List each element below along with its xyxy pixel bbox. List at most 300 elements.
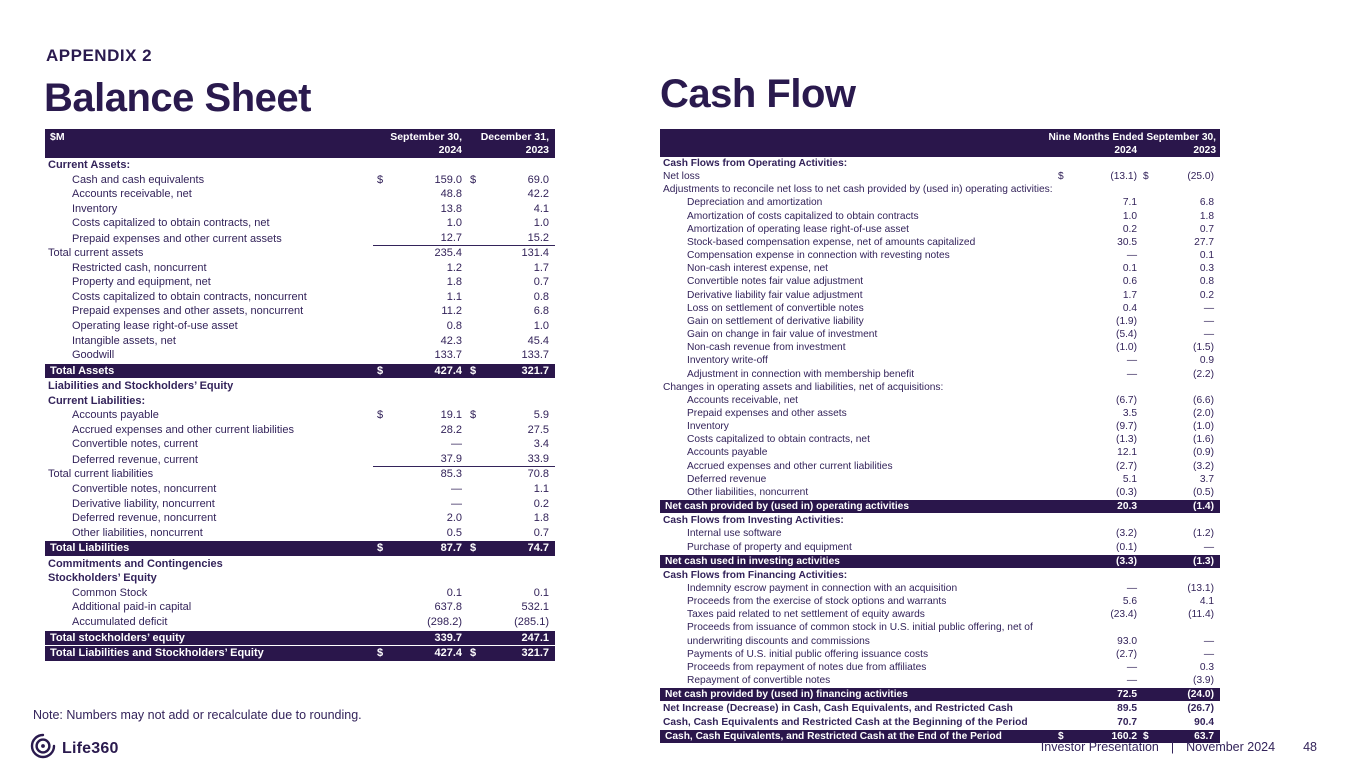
row-value: 12.1 [1117,447,1137,459]
row-value: 0.6 [1122,276,1137,288]
row-value: 27.5 [527,423,549,436]
table-row [45,348,555,363]
row-label: Derivative liability fair value adjustment [687,289,863,301]
total-row [660,688,1220,701]
row-value: 6.8 [533,305,549,318]
row-value: 93.0 [1117,635,1137,647]
total-row [45,541,555,556]
row-value: (298.2) [427,615,462,628]
row-label: Net cash provided by (used in) operating activities [665,501,909,513]
row-value: — [1126,675,1137,687]
row-value: 1.0 [533,217,549,230]
presentation-label: Investor Presentation [1040,740,1159,754]
table-row [660,527,1220,540]
table-row [660,661,1220,674]
total-row [660,555,1220,568]
row-value: 0.9 [1199,355,1214,367]
row-label: Amortization of operating lease right-of-use asset [687,223,909,235]
row-value: 42.3 [440,334,462,347]
row-label: Commitments and Contingencies [48,557,223,570]
row-label: Convertible notes, noncurrent [72,483,217,496]
balance-sheet-table [45,129,555,662]
row-value: 1.7 [533,261,549,274]
brand-name: Life360 [62,739,119,757]
table-row [660,210,1220,223]
table-row [45,437,555,452]
total-row [45,631,555,646]
row-value: 247.1 [521,631,549,644]
table-row [660,381,1220,394]
table-row [45,571,555,586]
row-value: 321.7 [521,647,549,660]
row-label: Deferred revenue, current [72,453,198,466]
row-value: — [451,483,462,496]
table-row [660,341,1220,354]
row-label: Gain on change in fair value of investment [687,329,878,341]
row-value: (23.4) [1110,609,1137,621]
row-value: (2.7) [1116,648,1137,660]
appendix-label: APPENDIX 2 [46,46,153,65]
column-header-line: 2024 [438,144,462,156]
row-value: 1.7 [1122,289,1137,301]
row-label: Net cash provided by (used in) financing activities [665,689,908,701]
row-value: 131.4 [521,247,549,260]
table-row [45,216,555,231]
row-label: Loss on settlement of convertible notes [687,302,864,314]
table-row [660,460,1220,473]
row-value: — [1126,583,1137,594]
dollar-sign: $ [1058,730,1064,742]
cash-flow-header [660,129,1220,157]
row-value: 637.8 [434,601,462,614]
row-label: Proceeds from repayment of notes due from affiliates [687,661,927,673]
row-value: 12.7 [389,231,462,247]
table-row [45,261,555,276]
row-value: (3.2) [1193,460,1214,472]
row-value: — [1126,355,1137,367]
row-value: (285.1) [514,615,549,628]
table-row [45,467,555,482]
total-row [45,364,555,379]
row-value: 0.5 [446,526,462,539]
column-header-2024 [373,131,462,157]
row-label: Stockholders’ Equity [48,572,157,585]
row-value: (1.0) [1116,342,1137,354]
table-row [660,328,1220,341]
row-value: — [1126,661,1137,673]
table-row [45,173,555,188]
row-label: Total current liabilities [48,468,154,481]
dollar-sign: $ [470,364,477,377]
presentation-date: November 2024 [1186,740,1276,754]
balance-sheet-title: Balance Sheet [44,76,311,120]
row-value: 427.4 [434,647,462,660]
row-value: 235.4 [434,247,462,260]
row-value: 4.1 [533,202,549,215]
table-row [660,674,1220,687]
row-label: Total Assets [50,364,115,377]
row-value: 0.3 [1199,661,1214,673]
row-label: Accounts payable [72,409,159,422]
row-label: Non-cash interest expense, net [687,263,829,275]
table-row [660,196,1220,209]
row-value: 133.7 [521,349,549,362]
row-value: 45.4 [527,334,549,347]
row-label: Property and equipment, net [72,276,211,289]
column-header-2024: 2024 [1114,145,1137,156]
row-value: — [1203,541,1214,553]
row-value: (0.5) [1193,486,1214,498]
row-value: 42.2 [527,188,549,201]
table-row [45,202,555,217]
row-value: (1.4) [1193,501,1214,513]
row-value: (3.9) [1193,675,1214,687]
dollar-sign: $ [377,409,384,422]
row-value: 0.7 [533,276,549,289]
column-header-line: September 30, [390,131,462,143]
row-label: Adjustment in connection with membership benefit [687,368,915,380]
row-label: Total stockholders’ equity [50,631,185,644]
dollar-sign [462,466,486,467]
row-label: Net loss [663,171,700,183]
row-label: Operating lease right-of-use asset [72,320,238,333]
table-row [45,231,555,247]
table-row [660,514,1220,527]
row-value: (26.7) [1187,703,1214,715]
row-value: 0.3 [1199,263,1214,275]
row-value: (2.7) [1116,460,1137,472]
row-label: Proceeds from the exercise of stock options and warrants [687,596,947,608]
row-value: (6.6) [1193,394,1214,406]
table-row [45,511,555,526]
row-label: Internal use software [687,528,782,540]
life360-logo [30,733,119,764]
row-label: Net cash used in investing activities [665,555,840,567]
row-value: 85.3 [440,468,462,481]
row-label: Convertible notes fair value adjustment [687,276,864,288]
dollar-sign [373,466,389,467]
table-row [660,236,1220,249]
row-label: Inventory [687,421,729,433]
row-value: 0.8 [533,290,549,303]
table-row [660,486,1220,499]
total-row [45,646,555,661]
row-value: 321.7 [521,364,549,377]
row-value: 6.8 [1199,197,1214,209]
row-value: 13.8 [440,202,462,215]
row-label: Accrued expenses and other current liabilities [687,460,893,472]
row-value: 1.2 [446,261,462,274]
row-label: Total Liabilities and Stockholders’ Equity [50,647,264,660]
dollar-sign: $ [377,364,384,377]
row-value: (0.1) [1116,541,1137,553]
footer-separator: | [1170,740,1175,754]
row-value: 0.7 [533,526,549,539]
row-value: 5.6 [1122,596,1137,608]
row-value: 69.0 [527,173,549,186]
row-label: Indemnity escrow payment in connection with an acquisition [687,583,958,594]
row-label: Current Liabilities: [48,394,146,407]
table-row [660,275,1220,288]
row-value: (3.2) [1116,528,1137,540]
row-value: (24.0) [1187,689,1214,701]
life360-logo-icon [30,733,56,764]
row-value: (1.9) [1116,315,1137,327]
row-value: 1.8 [446,276,462,289]
row-value: (3.3) [1116,555,1137,567]
row-value: 48.8 [440,188,462,201]
row-label: Prepaid expenses and other assets [687,407,847,419]
table-row [660,262,1220,275]
row-value: 37.9 [389,452,462,468]
row-value: 532.1 [521,601,549,614]
row-value: 70.8 [527,468,549,481]
footer [1041,740,1317,754]
row-value: 0.7 [1199,223,1214,235]
row-value: — [451,497,462,510]
row-value: 427.4 [434,364,462,377]
row-label: Non-cash revenue from investment [687,342,846,354]
row-value: 0.8 [1199,276,1214,288]
row-label: Taxes paid related to net settlement of equity awards [687,609,925,621]
row-value: 90.4 [1194,716,1214,728]
row-value: 0.2 [533,497,549,510]
table-row [660,354,1220,367]
column-headers [660,144,1220,157]
row-value: 28.2 [440,423,462,436]
table-row [660,249,1220,262]
row-label: Derivative liability, noncurrent [72,497,215,510]
column-header-2023: 2023 [1193,145,1216,156]
dollar-sign: $ [377,542,384,555]
row-value: 89.5 [1117,703,1137,715]
row-value: 15.2 [486,231,555,247]
row-label: Accumulated deficit [72,615,168,628]
table-row [660,302,1220,315]
row-value: — [1203,302,1214,314]
table-row [45,158,555,173]
row-label: Other liabilities, noncurrent [72,526,203,539]
row-label: Compensation expense in connection with revesting notes [687,250,950,262]
cash-flow-rows [660,157,1220,743]
table-row [660,157,1220,170]
row-label: Total current assets [48,247,144,260]
row-label: Accounts receivable, net [72,188,192,201]
row-value: (1.3) [1193,555,1214,567]
row-value: 30.5 [1117,236,1137,248]
row-value: 1.0 [533,320,549,333]
table-row [45,394,555,409]
table-row [660,541,1220,554]
column-header-line: December 31, [480,131,549,143]
cash-flow-title: Cash Flow [660,72,856,116]
row-value: 11.2 [441,305,462,318]
row-value: 5.9 [533,409,549,422]
row-value: (1.3) [1116,434,1137,446]
row-label: Cash Flows from Investing Activities: [663,515,844,527]
row-label: Costs capitalized to obtain contracts, net [72,217,270,230]
row-label: Adjustments to reconcile net loss to net cash provided by (used in) operating activities: [663,184,1053,196]
row-value: 1.0 [1122,210,1137,222]
dollar-sign: $ [470,647,477,660]
row-value: 0.1 [533,586,549,599]
row-value: (0.9) [1193,447,1214,459]
row-value: 4.1 [1199,596,1214,608]
row-value: 0.2 [1122,223,1137,235]
table-row [660,446,1220,459]
row-value: 20.3 [1117,501,1137,513]
row-value: (1.6) [1193,434,1214,446]
row-label: Proceeds from issuance of common stock in U.S. initial public offering, net of underwriting discounts and commissions [687,622,1033,647]
table-row [45,319,555,334]
row-value: 2.0 [446,512,462,525]
dollar-sign: $ [470,542,477,555]
row-label: Changes in operating assets and liabilities, net of acquisitions: [663,381,944,393]
row-value: 1.0 [446,217,462,230]
row-value: 0.8 [446,320,462,333]
row-value: (25.0) [1187,171,1214,183]
row-value: 1.8 [533,512,549,525]
dollar-sign: $ [377,647,384,660]
row-value: 133.7 [434,349,462,362]
row-value: — [1126,368,1137,380]
row-label: Liabilities and Stockholders’ Equity [48,380,234,393]
row-value: 70.7 [1117,716,1137,728]
row-value: 159.0 [434,173,462,186]
row-value: — [1126,250,1137,262]
row-label: Amortization of costs capitalized to obtain contracts [687,210,919,222]
table-row [660,289,1220,302]
row-value: 1.8 [1199,210,1214,222]
row-label: Gain on settlement of derivative liability [687,315,864,327]
table-row [660,394,1220,407]
table-row [45,290,555,305]
row-value: 1.1 [533,483,549,496]
row-value: 5.1 [1122,473,1137,485]
row-value: — [1203,648,1214,660]
row-label: Goodwill [72,349,115,362]
column-header-line: 2023 [525,144,549,156]
dollar-sign: $ [1143,730,1149,742]
row-label: Accounts payable [687,447,768,459]
row-label: Current Assets: [48,159,131,171]
table-row [45,600,555,615]
row-value: 87.7 [440,542,462,555]
table-row [45,452,555,468]
table-row [45,246,555,261]
table-row [660,582,1220,595]
row-label: Cash, Cash Equivalents and Restricted Cash at the Beginning of the Period [663,716,1028,728]
table-row [660,569,1220,582]
table-row [45,408,555,423]
table-row [660,608,1220,621]
row-label: Cash Flows from Financing Activities: [663,569,848,581]
row-value: 0.1 [1199,250,1214,262]
row-value: (13.1) [1187,583,1214,594]
dollar-sign [462,245,486,246]
row-label: Inventory write-off [687,355,768,367]
table-row [45,275,555,290]
table-row [45,304,555,319]
row-label: Deferred revenue [687,473,767,485]
row-label: Other liabilities, noncurrent [687,486,809,498]
dollar-sign: $ [1143,171,1149,183]
row-label: Deferred revenue, noncurrent [72,512,217,525]
page-number: 48 [1303,740,1317,754]
row-label: Cash and cash equivalents [72,173,205,186]
row-value: 19.1 [440,409,462,422]
table-row [660,183,1220,196]
row-value: (13.1) [1110,171,1137,183]
row-label: Stock-based compensation expense, net of amounts capitalized [687,236,976,248]
dollar-sign [373,245,389,246]
row-value: (1.5) [1193,342,1214,354]
table-row [45,423,555,438]
table-row [660,407,1220,420]
row-value: (9.7) [1116,421,1137,433]
row-value: — [1203,315,1214,327]
row-label: Accounts receivable, net [687,394,798,406]
table-row [660,716,1220,729]
row-value: 160.2 [1111,730,1137,742]
row-label: Costs capitalized to obtain contracts, noncurrent [72,290,307,303]
row-value: 72.5 [1117,689,1137,701]
row-label: Depreciation and amortization [687,197,823,209]
row-label: Total Liabilities [50,542,130,555]
table-row [45,615,555,630]
row-label: Cash, Cash Equivalents, and Restricted Cash at the End of the Period [665,730,1002,742]
table-row [45,497,555,512]
row-value: (2.0) [1193,407,1214,419]
row-value: 74.7 [527,542,549,555]
row-label: Common Stock [72,586,148,599]
period-label: Nine Months Ended September 30, [1048,132,1216,143]
row-label: Purchase of property and equipment [687,541,852,553]
row-value: 0.2 [1199,289,1214,301]
table-row [660,702,1220,715]
row-label: Restricted cash, noncurrent [72,261,207,274]
row-value: — [451,438,462,451]
row-value: (1.0) [1193,421,1214,433]
table-row [45,334,555,349]
dollar-sign: $ [377,173,384,186]
row-label: Cash Flows from Operating Activities: [663,158,848,169]
row-value: — [1203,635,1214,647]
table-row [45,187,555,202]
table-row [660,621,1220,647]
row-label: Inventory [72,202,118,215]
row-label: Net Increase (Decrease) in Cash, Cash Equivalents, and Restricted Cash [663,703,1013,715]
table-row [660,170,1220,183]
table-row [660,433,1220,446]
row-value: (6.7) [1116,394,1137,406]
row-value: 339.7 [434,631,462,644]
row-value: 3.7 [1199,473,1214,485]
table-row [660,223,1220,236]
row-value: 0.1 [446,586,462,599]
table-row [45,586,555,601]
table-row [660,420,1220,433]
balance-sheet-rows [45,158,555,661]
row-value: 7.1 [1122,197,1137,209]
row-label: Intangible assets, net [72,334,176,347]
row-value: — [1203,329,1214,341]
table-row [45,482,555,497]
table-row [45,557,555,572]
column-header-2023 [462,131,555,157]
row-label: Additional paid-in capital [72,601,192,614]
balance-sheet-header [45,129,555,158]
